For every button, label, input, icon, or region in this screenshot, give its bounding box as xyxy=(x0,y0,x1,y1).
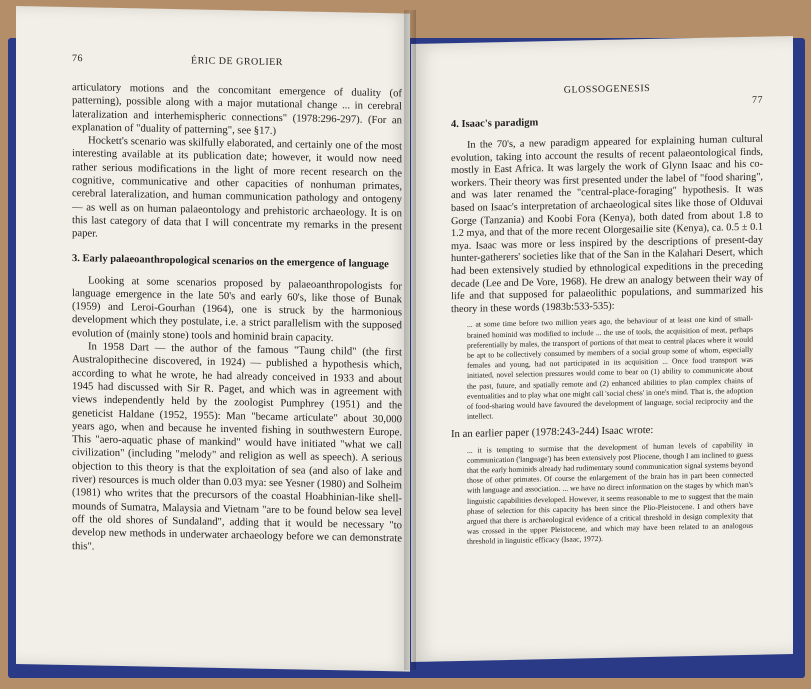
block-quote: ... at some time before two million years ago, the behaviour of at least one kind of small-brained hominid was modified to include ... the use of tools, the acquisition of meat, perhaps preferentially by males, the transport of portions of that meat to central places where it would be apt to be collectively consumed by members of a social group some of whom, especially females and young, had not participated in its acquisition ... Once food transport was initiated, novel selection pressures would come to bear on (1) ability to communicate about the past, future, and spatially remote and (2) enhanced abilities to plan complex chains of eventualities and to play what one might call 'social chess' in one's mind. That is, the adoption of food-sharing would have favoured the development of language, social reciprocity and the intellect. xyxy=(467,314,753,421)
section-heading: 3. Early palaeoanthropological scenarios on the emergence of language xyxy=(72,252,389,270)
page-number: 76 xyxy=(72,53,83,65)
right-page xyxy=(411,36,793,662)
running-head: GLOSSOGENESIS xyxy=(563,82,651,96)
section-heading: 4. Isaac's paradigm xyxy=(451,117,539,131)
running-head: ÉRIC DE GROLIER xyxy=(191,55,283,69)
page-number: 77 xyxy=(752,94,763,106)
paragraph: Looking at some scenarios proposed by palaeoanthropologists for language emergence in the late 50's and early 60's, like those of Bunak (1959) and Leroi-Gourhan (1964), one is struck by the harmonious development which they postulate, i.e. a strict parallelism with the supposed evolution of (mainly stone) tools and hominid brain capacity. xyxy=(72,273,402,344)
paragraph: Hockett's scenario was skilfully elaborated, and certainly one of the most interesting available at its publication date; however, it would now need rather serious modifications in the light of more recent research on the cognitive, communicative and other capacities of nonhuman primates, cerebral lateralization, and human communication pathology and ontogeny — as well as on human palaeontology and prehistoric archaeology. It is on this last category of data that I will concentrate my remarks in the present paper. xyxy=(72,134,402,240)
left-page-content xyxy=(72,53,402,559)
paragraph: In 1958 Dart — the author of the famous "Taung child" (the first Australopithecine discovered, in 1924) — published a hypothesis which, according to what he wrote, he had already conceived in 1933 and about 1945 had discussed with Sir R. Paget, and which was in agreement with views independently held by the zoologist Pumphrey (1951) and the geneticist Haldane (1952, 1955): Man "became articulate" about 30,000 years ago, when and because he invented fishing in southwestern Europe. This "aero-aquatic phase of mankind" would have initiated "what we call civilization" (including "melody" and religion as well as speech). A serious objection to this theory is that the exploitation of sea (and also of lake and river) resources is much older than 0.03 mya: see Yesner (1980) and Solheim (1981) who writes that the precursors of the coastal Hoabhinian-like shell-mounds of Sumatra, Malaysia and Vietnam "are to be found below sea level off the old shores of Sundaland", adding that it would be necessary "to develop new methods in underwater archaeology before we can demonstrate this". xyxy=(72,340,402,553)
paragraph: In the 70's, a new paradigm appeared for explaining human cultural evolution, taking into account the results of recent palaeontological finds, mostly in East Africa. It was largely the work of Glynn Isaac and his co-workers. Their theory was first presented under the label of "food sharing", and was later renamed the "central-place-foraging" hypothesis. It was based on Isaac's interpretation of archaeological sites like those of Olduvai Gorge (Tanzania) and Koobi Fora (Kenya), both dated from about 1.8 to 1.2 mya, and that of the more recent Olorgesailie site (Kenya), ca. 0.5 ± 0.1 mya. Isaac was more or less inspired by the descriptions of present-day hunter-gatherers' societies like that of the San in the Kalahari Desert, which had been extensively studied by ethnological expeditions in the preceding decade (Lee and De Vore, 1968). He drew an analogy between their way of life and that supposed for palaeolithic populations, and summarized his theory in these words (1983b:533-535): xyxy=(451,133,763,315)
paragraph: articulatory motions and the concomitant emergence of duality (of patterning), possible along with a major mutational change ... in cerebral lateralization and interhemispheric connections" (1978:296-297). (For an explanation of "duality of patterning", see §17.) xyxy=(72,81,402,137)
left-page xyxy=(16,6,410,672)
paragraph: In an earlier paper (1978:243-244) Isaac wrote: xyxy=(451,424,654,441)
right-page-header xyxy=(451,81,763,106)
right-page-content xyxy=(451,81,763,554)
block-quote: ... it is tempting to surmise that the development of human levels of capability in communication ('language') has been extensively post Pliocene, though I am inclined to guess that the early hominids already had rudimentary sound communication signal systems beyond those of other primates. Of course the enlargement of the brain has in part been connected with language and association. ... we have no direct information on the stages by which man's linguistic capabilities developed. However, it seems reasonable to me to suggest that the main phase of selection for this capacity has been since the Plio-Pleistocene. I and others have argued that there is archaeological evidence of a critical threshold in design complexity that was crossed in the upper Pleistocene, and which may have been related to an analogous threshold in linguistic efficacy (Isaac, 1972). xyxy=(467,439,753,547)
book-gutter xyxy=(404,10,416,670)
